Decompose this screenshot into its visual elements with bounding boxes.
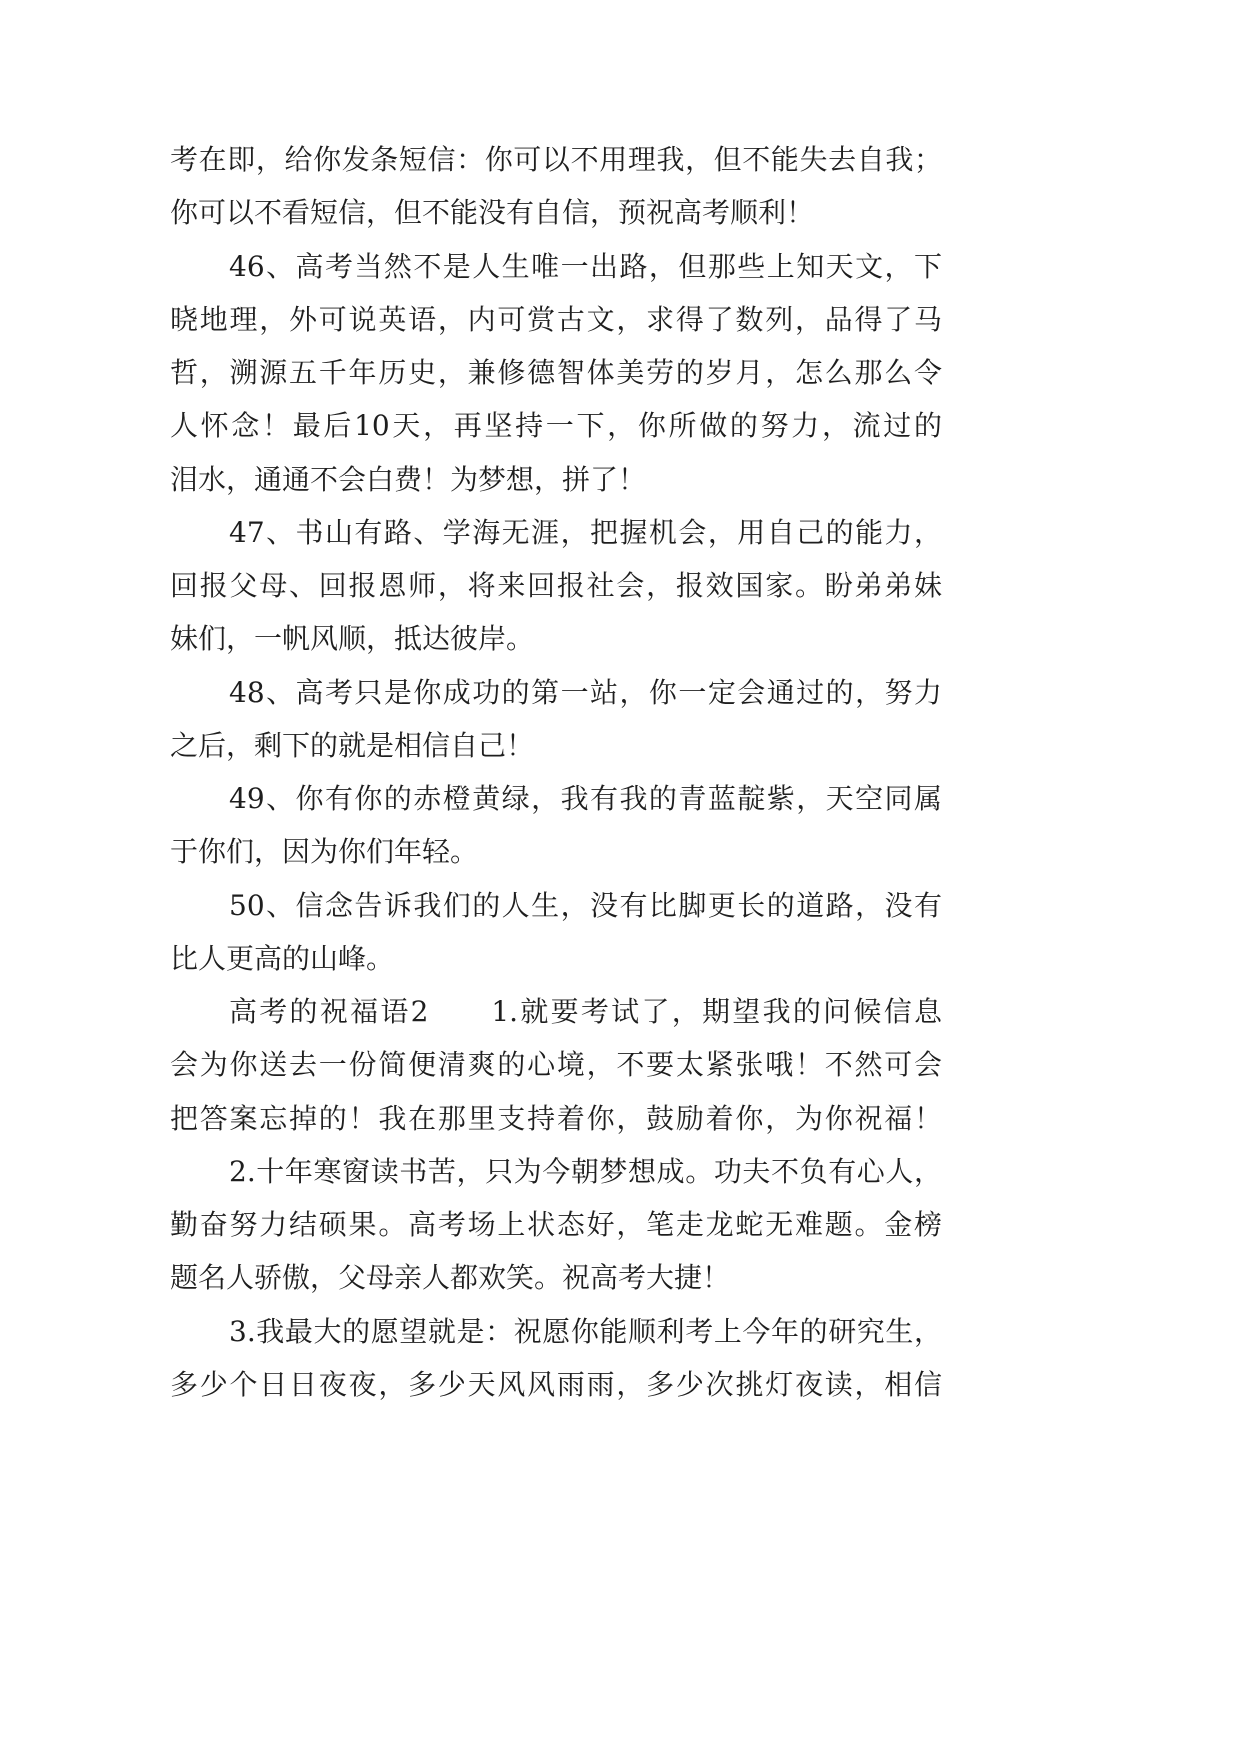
paragraph (170, 133, 942, 240)
text-line: 会为你送去一份简便清爽的心境，不要太紧张哦！不然可会 (170, 1048, 942, 1082)
paragraph (170, 240, 942, 506)
body-text (170, 133, 942, 1411)
text-line: 48、高考只是你成功的第一站，你一定会通过的，努力 (229, 675, 942, 709)
text-line: 人怀念！最后10天，再坚持一下，你所做的努力，流过的 (170, 409, 942, 443)
text-line: 比人更高的山峰。 (170, 941, 395, 975)
text-line: 题名人骄傲，父母亲人都欢笑。祝高考大捷！ (170, 1261, 731, 1295)
paragraph (170, 879, 942, 986)
text-line: 高考的祝福语2 1.就要考试了，期望我的问候信息 (229, 995, 942, 1028)
text-line: 把答案忘掉的！我在那里支持着你，鼓励着你，为你祝福！ (170, 1101, 942, 1135)
paragraph (170, 772, 942, 879)
text-line: 回报父母、回报恩师，将来回报社会，报效国家。盼弟弟妹 (170, 569, 942, 602)
text-line: 妹们，一帆风顺，抵达彼岸。 (170, 622, 535, 656)
paragraph (170, 1305, 942, 1412)
text-line: 勤奋努力结硕果。高考场上状态好，笔走龙蛇无难题。金榜 (170, 1208, 942, 1241)
text-line: 考在即，给你发条短信：你可以不用理我，但不能失去自我； (170, 143, 942, 176)
text-line: 你可以不看短信，但不能没有自信，预祝高考顺利！ (170, 196, 815, 230)
text-line: 2.十年寒窗读书苦，只为今朝梦想成。功夫不负有心人， (229, 1154, 942, 1188)
paragraph (170, 1145, 942, 1305)
text-line: 泪水，通通不会白费！为梦想，拼了！ (170, 462, 647, 496)
paragraph (170, 666, 942, 773)
text-line: 49、你有你的赤橙黄绿，我有我的青蓝靛紫，天空同属 (229, 782, 942, 815)
text-line: 3.我最大的愿望就是：祝愿你能顺利考上今年的研究生， (229, 1314, 942, 1348)
text-line: 46、高考当然不是人生唯一出路，但那些上知天文，下 (229, 249, 942, 283)
text-line: 50、信念告诉我们的人生，没有比脚更长的道路，没有 (229, 888, 942, 922)
text-line: 之后，剩下的就是相信自己！ (170, 728, 535, 762)
text-line: 于你们，因为你们年轻。 (170, 835, 479, 869)
text-line: 47、书山有路、学海无涯，把握机会，用自己的能力， (229, 515, 942, 549)
text-line: 哲，溯源五千年历史，兼修德智体美劳的岁月，怎么那么令 (170, 356, 942, 389)
text-line: 多少个日日夜夜，多少天风风雨雨，多少次挑灯夜读，相信 (170, 1367, 942, 1401)
paragraph (170, 506, 942, 666)
paragraph (170, 985, 942, 1145)
text-line: 晓地理，外可说英语，内可赏古文，求得了数列，品得了马 (170, 302, 942, 336)
